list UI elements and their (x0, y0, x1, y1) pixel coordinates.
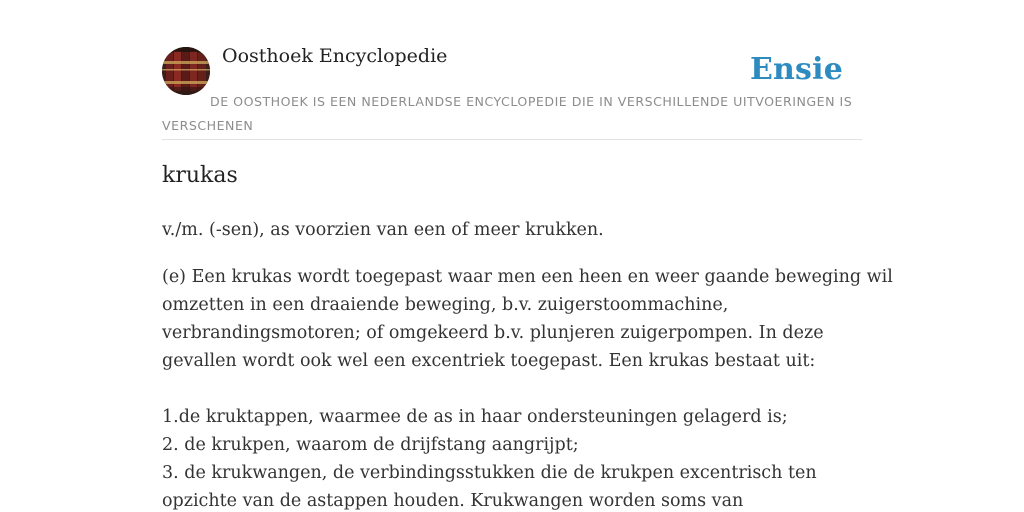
list-item: 3. de krukwangen, de verbindingsstukken die de krukpen excentrisch ten (162, 463, 817, 483)
list-item: 2. de krukpen, waarom de drijfstang aangrijpt; (162, 435, 579, 455)
entry-body (162, 263, 893, 512)
encyclopedia-books-icon[interactable] (162, 47, 210, 95)
site-name[interactable]: Oosthoek Encyclopedie (222, 45, 448, 67)
paragraph-line: omzetten in een draaiende beweging, b.v. zuigerstoommachine, (162, 295, 729, 315)
entry-definition: v./m. (-sen), as voorzien van een of meer krukken. (162, 220, 604, 240)
list-item: opzichte van de astappen houden. Krukwangen worden soms van (162, 491, 744, 511)
paragraph-gap (162, 375, 862, 403)
site-description: DE OOSTHOEK IS EEN NEDERLANDSE ENCYCLOPEDIE DIE IN VERSCHILLENDE UITVOERINGEN IS VERSCHENEN (162, 94, 853, 133)
paragraph-line: gevallen wordt ook wel een excentriek toegepast. Een krukas bestaat uit: (162, 351, 816, 371)
paragraph-line: (e) Een krukas wordt toegepast waar men een heen en weer gaande beweging wil (162, 267, 893, 287)
main-container (162, 0, 893, 511)
list-item: 1.de kruktappen, waarmee de as in haar ondersteuningen gelagerd is; (162, 407, 788, 427)
site-header (162, 0, 862, 140)
ensie-logo-link[interactable]: Ensie (749, 52, 843, 87)
paragraph-line: verbrandingsmotoren; of omgekeerd b.v. plunjeren zuigerpompen. In deze (162, 323, 824, 343)
entry-title: krukas (162, 163, 238, 188)
